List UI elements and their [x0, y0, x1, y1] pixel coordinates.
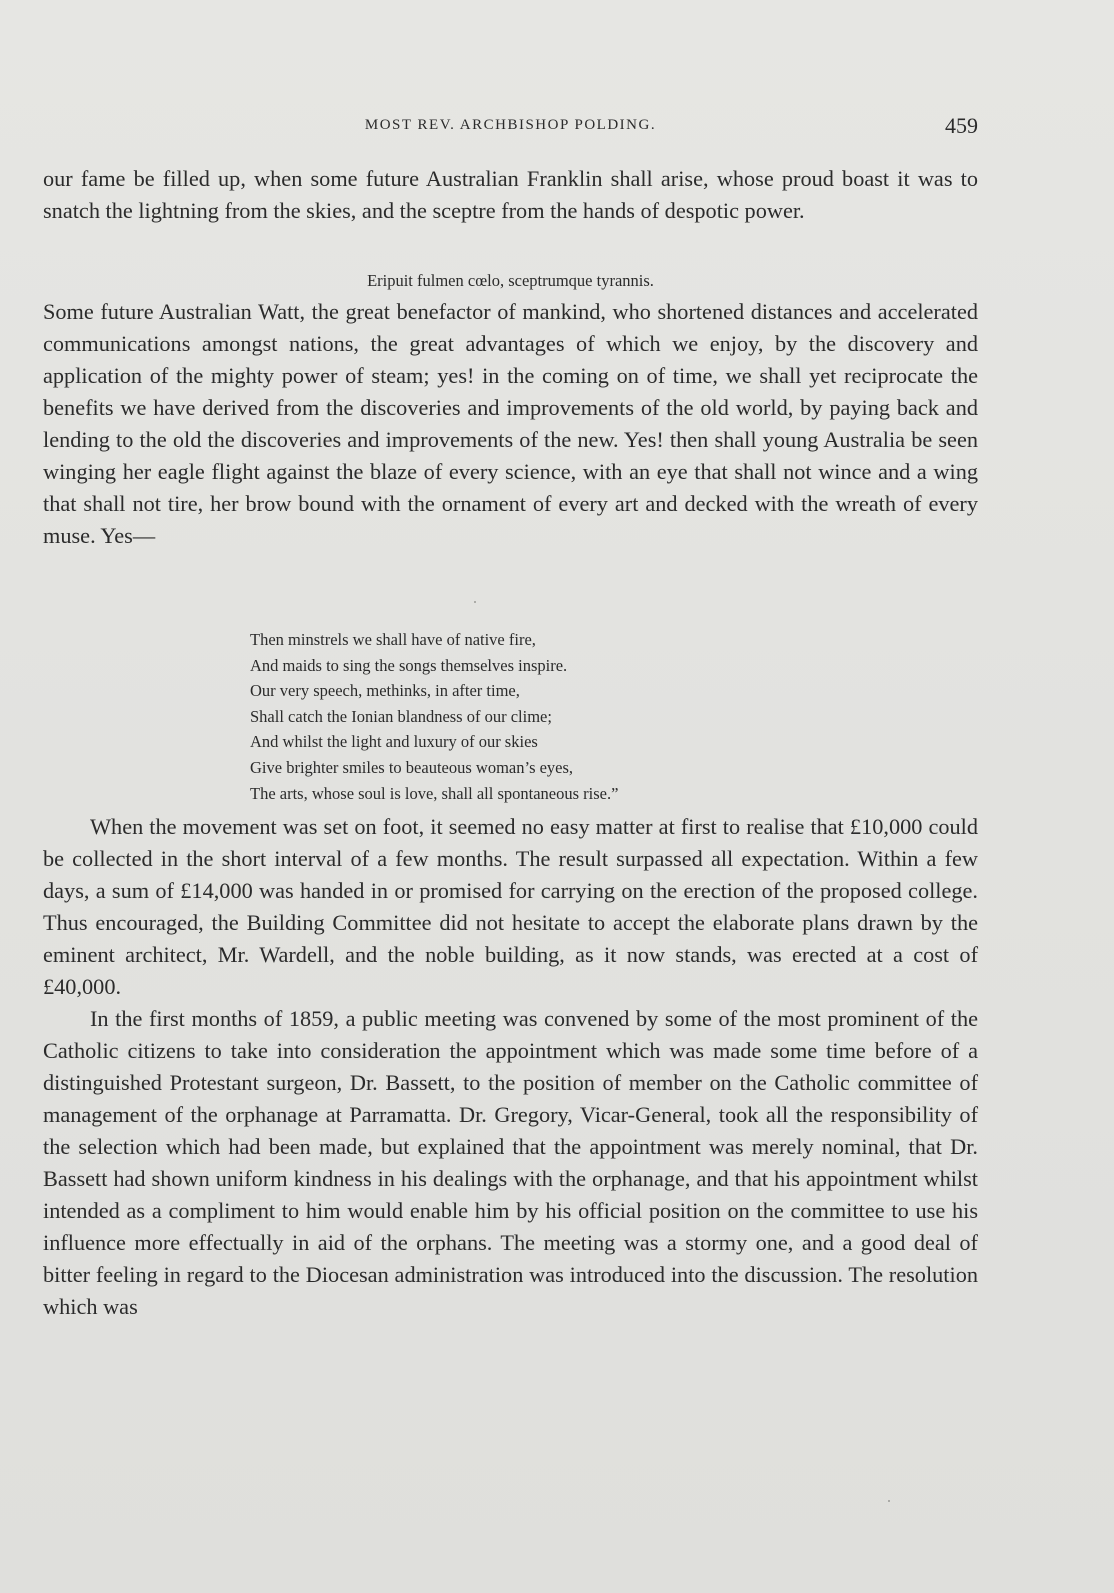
- running-head: [43, 113, 978, 143]
- paper-speck: [474, 601, 476, 603]
- page-number: 459: [945, 113, 978, 138]
- running-title: MOST REV. ARCHBISHOP POLDING.: [364, 117, 657, 133]
- poem-line: Then minstrels we shall have of native fire,: [250, 630, 536, 649]
- paragraph-meeting: In the first months of 1859, a public meeting was convened by some of the most prominent of the Catholic citizens to take into consideration the appointment which was made some time before of a distinguished Protestant surgeon, Dr. Bassett, to the position of member on the Catholic committee of management of the orphanage at Parramatta. Dr. Gregory, Vicar-General, took all the responsibility of the selection which had been made, but explained that the appointment was merely nominal, that Dr. Bassett had shown uniform kindness in his dealings with the orphanage, and that his appointment whilst intended as a compliment to him would enable him by his official position on the committee to use his influence more effectually in aid of the orphans. The meeting was a stormy one, and a good deal of bitter feeling in regard to the Diocesan administration was introduced into the discussion. The resolution which was: [43, 1006, 978, 1319]
- poem-line: Shall catch the Ionian blandness of our clime;: [250, 706, 552, 726]
- poem-line: Our very speech, methinks, in after time,: [250, 681, 520, 701]
- poem-quotation: [250, 627, 618, 806]
- poem-line: The arts, whose soul is love, shall all spontaneous rise.”: [250, 783, 619, 803]
- poem-line: And whilst the light and luxury of our skies: [250, 732, 538, 752]
- paper-speck: [888, 1500, 890, 1502]
- poem-line: Give brighter smiles to beauteous woman’s eyes,: [250, 757, 574, 777]
- text-block-top: [43, 163, 978, 227]
- paragraph-franklin: our fame be filled up, when some future Australian Franklin shall arise, whose proud boast it was to snatch the lightning from the skies, and the sceptre from the hands of despotic power.: [43, 166, 978, 223]
- text-block-watt: [43, 296, 978, 552]
- paragraph-watt: Some future Australian Watt, the great benefactor of mankind, who shortened distances and accelerated communications amongst nations, the great advantages of which we enjoy, by the discovery and application of the mighty power of steam; yes! in the coming on of time, we shall yet reciprocate the benefits we have derived from the discoveries and improvements of the old world, by paying back and lending to the old the discoveries and improvements of the new. Yes! then shall young Australia be seen winging her eagle flight against the blaze of every science, with an eye that shall not wince and a wing that shall not tire, her brow bound with the ornament of every art and decked with the wreath of every muse. Yes—: [43, 299, 978, 548]
- latin-quote: Eripuit fulmen cœlo, sceptrumque tyrannis.: [367, 271, 654, 290]
- text-block-bottom: [43, 811, 978, 1323]
- poem-line: And maids to sing the songs themselves inspire.: [250, 655, 568, 675]
- paragraph-college: When the movement was set on foot, it seemed no easy matter at first to realise that £10,000 could be collected in the short interval of a few months. The result surpassed all expectation. Within a few days, a sum of £14,000 was handed in or promised for carrying on the erection of the proposed college. Thus encouraged, the Building Committee did not hesitate to accept the elaborate plans drawn by the eminent architect, Mr. Wardell, and the noble building, as it now stands, was erected at a cost of £40,000.: [43, 814, 978, 999]
